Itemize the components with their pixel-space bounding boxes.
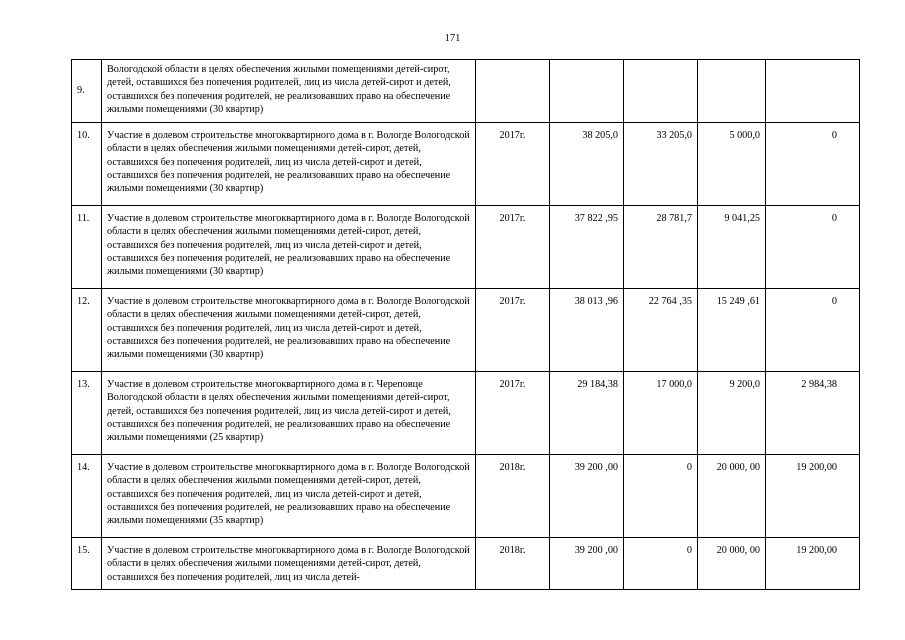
row-number: 12.: [72, 289, 102, 372]
row-year: 2018г.: [476, 538, 550, 590]
row-total: 39 200 ,00: [550, 455, 624, 538]
row-description: Участие в долевом строительстве многоквартирного дома в г. Вологде Вологодской области в целях обеспечения жилыми помещениями детей-сирот, детей, оставшихся без попечения родителей, лиц из числа детей-сирот и детей, оставшихся без попечения родителей, не реализовавших право на обеспечение жилыми помещениями (30 квартир): [102, 206, 476, 289]
row-value-2: 28 781,7: [624, 206, 698, 289]
row-number: 10.: [72, 123, 102, 206]
row-number: 11.: [72, 206, 102, 289]
row-description: Вологодской области в целях обеспечения жилыми помещениями детей-сирот, детей, оставшихся без попечения родителей, лиц из числа детей-сирот и детей, оставшихся без попечения родителей, не реализовавших право на обеспечение жилыми помещениями (30 квартир): [102, 60, 476, 123]
row-total: 29 184,38: [550, 372, 624, 455]
row-number: 14.: [72, 455, 102, 538]
row-number: 9.: [72, 60, 102, 123]
row-description: Участие в долевом строительстве многоквартирного дома в г. Вологде Вологодской области в целях обеспечения жилыми помещениями детей-сирот, детей, оставшихся без попечения родителей, лиц из числа детей-сирот и детей, оставшихся без попечения родителей, не реализовавших право на обеспечение жилыми помещениями (30 квартир): [102, 289, 476, 372]
row-number: 13.: [72, 372, 102, 455]
table-row: [72, 206, 860, 289]
row-value-4: 19 200,00: [766, 455, 860, 538]
table-row: [72, 538, 860, 590]
page-number: 171: [444, 33, 461, 44]
funding-table: [71, 59, 860, 590]
table-row: [72, 289, 860, 372]
row-year: 2017г.: [476, 372, 550, 455]
row-total: 38 205,0: [550, 123, 624, 206]
row-value-2: 22 764 ,35: [624, 289, 698, 372]
row-number: 15.: [72, 538, 102, 590]
row-value-4: 0: [766, 123, 860, 206]
row-value-3: 15 249 ,61: [698, 289, 766, 372]
table-row: [72, 123, 860, 206]
row-value-3: 5 000,0: [698, 123, 766, 206]
row-total: [550, 60, 624, 123]
row-value-3: [698, 60, 766, 123]
row-value-3: 20 000, 00: [698, 538, 766, 590]
row-year: 2017г.: [476, 289, 550, 372]
row-value-3: 9 200,0: [698, 372, 766, 455]
row-value-2: 0: [624, 455, 698, 538]
row-year: 2018г.: [476, 455, 550, 538]
row-value-4: 19 200,00: [766, 538, 860, 590]
row-value-2: 0: [624, 538, 698, 590]
row-total: 37 822 ,95: [550, 206, 624, 289]
row-total: 38 013 ,96: [550, 289, 624, 372]
row-value-2: [624, 60, 698, 123]
row-description: Участие в долевом строительстве многоквартирного дома в г. Череповце Вологодской области в целях обеспечения жилыми помещениями детей-сирот, детей, оставшихся без попечения родителей, лиц из числа детей-сирот и детей, оставшихся без попечения родителей, не реализовавших право на обеспечение жилыми помещениями (25 квартир): [102, 372, 476, 455]
row-value-2: 17 000,0: [624, 372, 698, 455]
row-value-4: [766, 60, 860, 123]
row-value-3: 20 000, 00: [698, 455, 766, 538]
row-description: Участие в долевом строительстве многоквартирного дома в г. Вологде Вологодской области в целях обеспечения жилыми помещениями детей-сирот, детей, оставшихся без попечения родителей, лиц из числа детей-сирот и детей, оставшихся без попечения родителей, не реализовавших право на обеспечение жилыми помещениями (35 квартир): [102, 455, 476, 538]
row-description: Участие в долевом строительстве многоквартирного дома в г. Вологде Вологодской области в целях обеспечения жилыми помещениями детей-сирот, детей, оставшихся без попечения родителей, лиц из числа детей-сирот и детей, оставшихся без попечения родителей, не реализовавших право на обеспечение жилыми помещениями (30 квартир): [102, 123, 476, 206]
row-year: [476, 60, 550, 123]
row-value-4: 0: [766, 206, 860, 289]
row-value-3: 9 041,25: [698, 206, 766, 289]
row-value-4: 2 984,38: [766, 372, 860, 455]
table-row: [72, 455, 860, 538]
row-value-4: 0: [766, 289, 860, 372]
row-value-2: 33 205,0: [624, 123, 698, 206]
table-row: [72, 60, 860, 123]
row-description: Участие в долевом строительстве многоквартирного дома в г. Вологде Вологодской области в целях обеспечения жилыми помещениями детей-сирот, детей, оставшихся без попечения родителей, лиц из числа детей-: [102, 538, 476, 590]
row-year: 2017г.: [476, 206, 550, 289]
row-total: 39 200 ,00: [550, 538, 624, 590]
row-year: 2017г.: [476, 123, 550, 206]
table-row: [72, 372, 860, 455]
